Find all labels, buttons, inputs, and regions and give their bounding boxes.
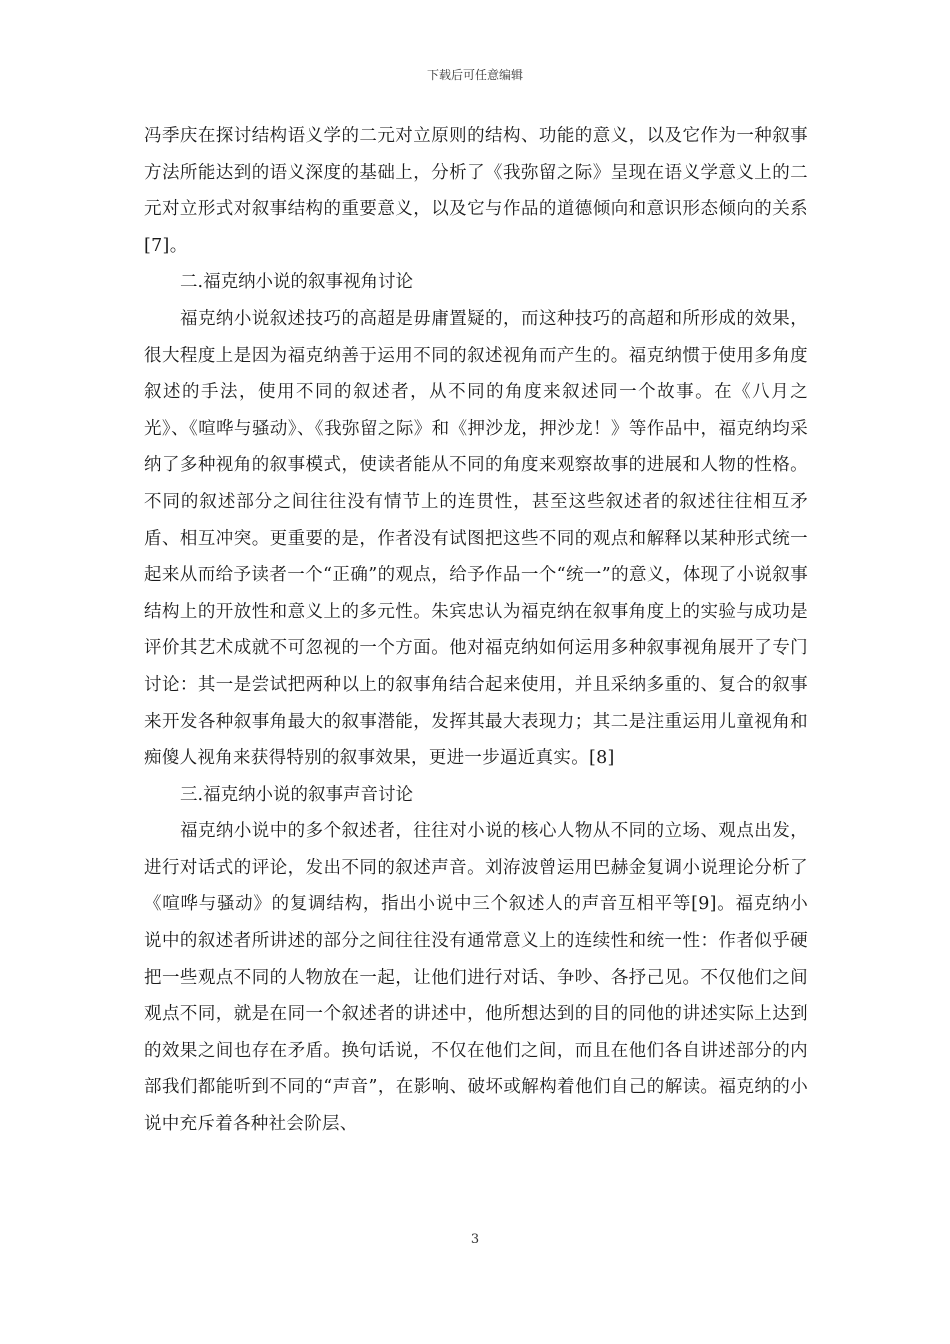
- section-heading-2: 二.福克纳小说的叙事视角讨论: [180, 272, 414, 293]
- document-body: [144, 118, 808, 1143]
- page-header: 下载后可任意编辑: [426, 68, 523, 82]
- paragraph-3: 福克纳小说中的多个叙述者，往往对小说的核心人物从不同的立场、观点出发，进行对话式的评论，发出不同的叙述声音。刘洊波曾运用巴赫金复调小说理论分析了《喧哗与骚动》的复调结构，指出小说中三个叙述人的声音互相平等[9]。福克纳小说中的叙述者所讲述的部分之间往往没有通常意义上的连续性和统一性：作者似乎硬把一些观点不同的人物放在一起，让他们进行对话、争吵、各抒己见。不仅他们之间观点不同，就是在同一个叙述者的讲述中，他所想达到的目的同他的讲述实际上达到的效果之间也存在矛盾。换句话说，不仅在他们之间，而且在他们各自讲述部分的内部我们都能听到不同的“声音”，在影响、破坏或解构着他们自己的解读。福克纳的小说中充斥着各种社会阶层、: [144, 821, 808, 1135]
- paragraph-1: 冯季庆在探讨结构语义学的二元对立原则的结构、功能的意义，以及它作为一种叙事方法所能达到的语义深度的基础上，分析了《我弥留之际》呈现在语义学意义上的二元对立形式对叙事结构的重要意义，以及它与作品的道德倾向和意识形态倾向的关系[7]。: [144, 126, 808, 256]
- section-heading-3: 三.福克纳小说的叙事声音讨论: [180, 784, 414, 805]
- paragraph-2: 福克纳小说叙述技巧的高超是毋庸置疑的，而这种技巧的高超和所形成的效果，很大程度上是因为福克纳善于运用不同的叙述视角而产生的。福克纳惯于使用多角度叙述的手法，使用不同的叙述者，从不同的角度来叙述同一个故事。在《八月之光》、《喧哗与骚动》、《我弥留之际》和《押沙龙，押沙龙！》等作品中，福克纳均采纳了多种视角的叙事模式，使读者能从不同的角度来观察故事的进展和人物的性格。不同的叙述部分之间往往没有情节上的连贯性，甚至这些叙述者的叙述往往相互矛盾、相互冲突。更重要的是，作者没有试图把这些不同的观点和解释以某种形式统一起来从而给予读者一个“正确”的观点，给予作品一个“统一”的意义，体现了小说叙事结构上的开放性和意义上的多元性。朱宾忠认为福克纳在叙事角度上的实验与成功是评价其艺术成就不可忽视的一个方面。他对福克纳如何运用多种叙事视角展开了专门讨论：其一是尝试把两种以上的叙事角结合起来使用，并且采纳多重的、复合的叙事来开发各种叙事角最大的叙事潜能，发挥其最大表现力；其二是注重运用儿童视角和痴傻人视角来获得特别的叙事效果，更进一步逼近真实。[8]: [144, 308, 808, 769]
- page-number: 3: [470, 1232, 480, 1247]
